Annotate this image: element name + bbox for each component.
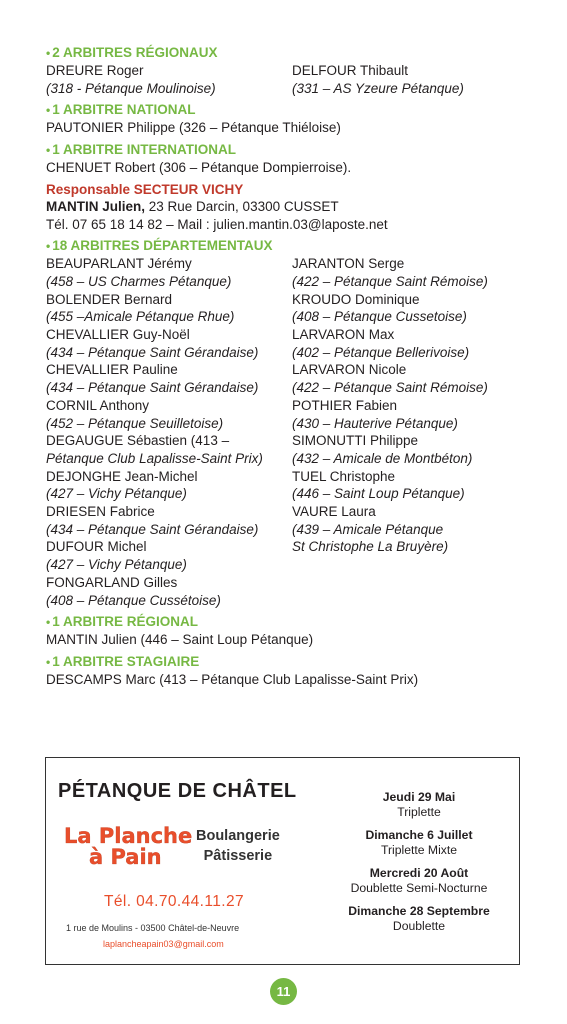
page-number-badge: 11 bbox=[270, 978, 297, 1005]
event-item bbox=[324, 828, 514, 858]
bakery-line2: Pâtisserie bbox=[203, 848, 273, 864]
referee-entry bbox=[292, 432, 546, 467]
ad-email[interactable]: laplancheapain03@gmail.com bbox=[103, 939, 224, 949]
referee-name: CHEVALLIER Guy-Noël bbox=[46, 327, 190, 343]
referee-name: LARVARON Max bbox=[292, 327, 395, 343]
referee-name: VAURE Laura bbox=[292, 504, 376, 520]
trainee-referee-section bbox=[46, 653, 546, 689]
referee-club: (422 – Pétanque Saint Rémoise) bbox=[292, 273, 488, 289]
referee-club: (432 – Amicale de Montbéton) bbox=[292, 450, 473, 466]
referee-name: JARANTON Serge bbox=[292, 256, 405, 272]
national-referee-section bbox=[46, 101, 546, 137]
referee-name: DEJONGHE Jean-Michel bbox=[46, 468, 198, 484]
referee-name: SIMONUTTI Philippe bbox=[292, 433, 419, 449]
referee-club: (427 – Vichy Pétanque) bbox=[46, 486, 187, 502]
referee-club: (408 – Pétanque Cussétoise) bbox=[46, 592, 221, 608]
referee-entry bbox=[46, 432, 292, 467]
referee-entry bbox=[292, 468, 546, 503]
referee-entry bbox=[46, 255, 292, 290]
bakery-logo bbox=[62, 824, 193, 884]
events-list bbox=[324, 790, 514, 942]
regional-referees-heading: • 2 ARBITRES RÉGIONAUX bbox=[46, 45, 218, 60]
referee-club: (434 – Pétanque Saint Gérandaise) bbox=[46, 344, 259, 360]
referee-club: (452 – Pétanque Seuilletoise) bbox=[46, 415, 224, 431]
referee-name: KROUDO Dominique bbox=[292, 291, 420, 307]
event-item bbox=[324, 904, 514, 934]
referee-club: (422 – Pétanque Saint Rémoise) bbox=[292, 380, 488, 396]
referee-club: (434 – Pétanque Saint Gérandaise) bbox=[46, 380, 259, 396]
event-item bbox=[324, 866, 514, 896]
referee-club: (458 – US Charmes Pétanque) bbox=[46, 273, 232, 289]
referee-name: TUEL Christophe bbox=[292, 468, 396, 484]
referee-entry bbox=[46, 503, 292, 538]
international-referee-heading: • 1 ARBITRE INTERNATIONAL bbox=[46, 142, 236, 158]
referee-entry: CHENUET Robert (306 – Pétanque Dompierroise). bbox=[46, 160, 352, 176]
ad-phone: Tél. 04.70.44.11.27 bbox=[104, 893, 245, 910]
referee-name: POTHIER Fabien bbox=[292, 397, 398, 413]
referee-club: (331 – AS Yzeure Pétanque) bbox=[292, 80, 464, 96]
event-date: Mercredi 20 Août bbox=[369, 866, 469, 880]
referee-name: BEAUPARLANT Jérémy bbox=[46, 256, 192, 272]
referee-name: DELFOUR Thibault bbox=[292, 63, 409, 78]
vichy-sector-section bbox=[46, 181, 546, 233]
bakery-line1: Boulangerie bbox=[196, 828, 280, 844]
referee-name: DEGAUGUE Sébastien (413 – bbox=[46, 433, 230, 449]
event-date: Dimanche 6 Juillet bbox=[365, 828, 473, 842]
ad-address: 1 rue de Moulins - 03500 Châtel-de-Neuvre bbox=[66, 923, 240, 933]
vichy-sector-heading: Responsable SECTEUR VICHY bbox=[46, 181, 244, 197]
departmental-referees-section bbox=[46, 237, 546, 609]
bakery-label bbox=[196, 826, 280, 866]
referee-entry bbox=[46, 326, 292, 361]
referee-entry bbox=[292, 503, 546, 556]
event-type: Triplette bbox=[397, 805, 441, 819]
referee-entry bbox=[46, 574, 292, 609]
referee-entry: MANTIN Julien (446 – Saint Loup Pétanque) bbox=[46, 632, 314, 648]
referee-name: CORNIL Anthony bbox=[46, 397, 150, 413]
event-item bbox=[324, 790, 514, 820]
referee-entry bbox=[292, 291, 546, 326]
national-referee-heading: • 1 ARBITRE NATIONAL bbox=[46, 102, 196, 118]
event-type: Doublette bbox=[392, 919, 446, 933]
logo-text-line2: à Pain bbox=[89, 845, 162, 869]
referee-club: (408 – Pétanque Cussetoise) bbox=[292, 309, 467, 325]
referee-club: (430 – Hauterive Pétanque) bbox=[292, 415, 458, 431]
event-type: Triplette Mixte bbox=[380, 843, 458, 857]
international-referee-section bbox=[46, 141, 546, 177]
referee-club: (455 –Amicale Pétanque Rhue) bbox=[46, 309, 235, 325]
referee-entry: PAUTONIER Philippe (326 – Pétanque Thiéloise) bbox=[46, 120, 341, 136]
referee-entry bbox=[292, 361, 546, 396]
referees-list bbox=[46, 44, 546, 693]
referee-entry bbox=[292, 326, 546, 361]
regional-referee-heading: • 1 ARBITRE RÉGIONAL bbox=[46, 614, 198, 630]
referee-club: St Christophe La Bruyère) bbox=[292, 539, 449, 555]
regional-referee-section bbox=[46, 613, 546, 649]
referee-name: DREURE Roger bbox=[46, 63, 144, 78]
trainee-referee-heading: • 1 ARBITRE STAGIAIRE bbox=[46, 653, 200, 669]
referee-entry bbox=[292, 255, 546, 290]
event-date: Dimanche 28 Septembre bbox=[348, 904, 490, 918]
referee-club: Pétanque Club Lapalisse-Saint Prix) bbox=[46, 450, 263, 466]
referee-club: (434 – Pétanque Saint Gérandaise) bbox=[46, 521, 259, 537]
event-date: Jeudi 29 Mai bbox=[382, 790, 456, 804]
referee-club: (439 – Amicale Pétanque bbox=[292, 521, 444, 537]
referee-name: FONGARLAND Gilles bbox=[46, 574, 178, 590]
referee-club: (446 – Saint Loup Pétanque) bbox=[292, 486, 465, 502]
referee-name: DUFOUR Michel bbox=[46, 539, 147, 555]
referee-name: BOLENDER Bernard bbox=[46, 291, 173, 307]
regional-referees-section bbox=[46, 44, 546, 97]
referee-entry bbox=[46, 397, 292, 432]
departmental-referees-heading: • 18 ARBITRES DÉPARTEMENTAUX bbox=[46, 238, 273, 254]
logo-text-line1: La Planche bbox=[64, 824, 193, 848]
event-type: Doublette Semi-Nocturne bbox=[350, 881, 488, 895]
ad-title: PÉTANQUE DE CHÂTEL bbox=[58, 780, 297, 802]
departmental-right-column bbox=[292, 255, 546, 609]
referee-name: CHEVALLIER Pauline bbox=[46, 362, 178, 378]
referee-entry bbox=[46, 291, 292, 326]
referee-entry bbox=[46, 538, 292, 573]
referee-club: (427 – Vichy Pétanque) bbox=[46, 557, 187, 573]
referee-club: (402 – Pétanque Bellerivoise) bbox=[292, 344, 470, 360]
departmental-left-column bbox=[46, 255, 292, 609]
referee-club: (318 - Pétanque Moulinoise) bbox=[46, 80, 216, 96]
sector-manager: MANTIN Julien, 23 Rue Darcin, 03300 CUSSET bbox=[46, 198, 339, 214]
referee-name: LARVARON Nicole bbox=[292, 362, 407, 378]
referee-name: DRIESEN Fabrice bbox=[46, 504, 155, 520]
referee-entry bbox=[292, 397, 546, 432]
advertisement-box bbox=[45, 757, 520, 965]
referee-entry bbox=[46, 361, 292, 396]
referee-entry: DESCAMPS Marc (413 – Pétanque Club Lapalisse-Saint Prix) bbox=[46, 671, 419, 687]
referee-entry bbox=[46, 468, 292, 503]
sector-contact: Tél. 07 65 18 14 82 – Mail : julien.mantin.03@laposte.net bbox=[46, 216, 388, 232]
